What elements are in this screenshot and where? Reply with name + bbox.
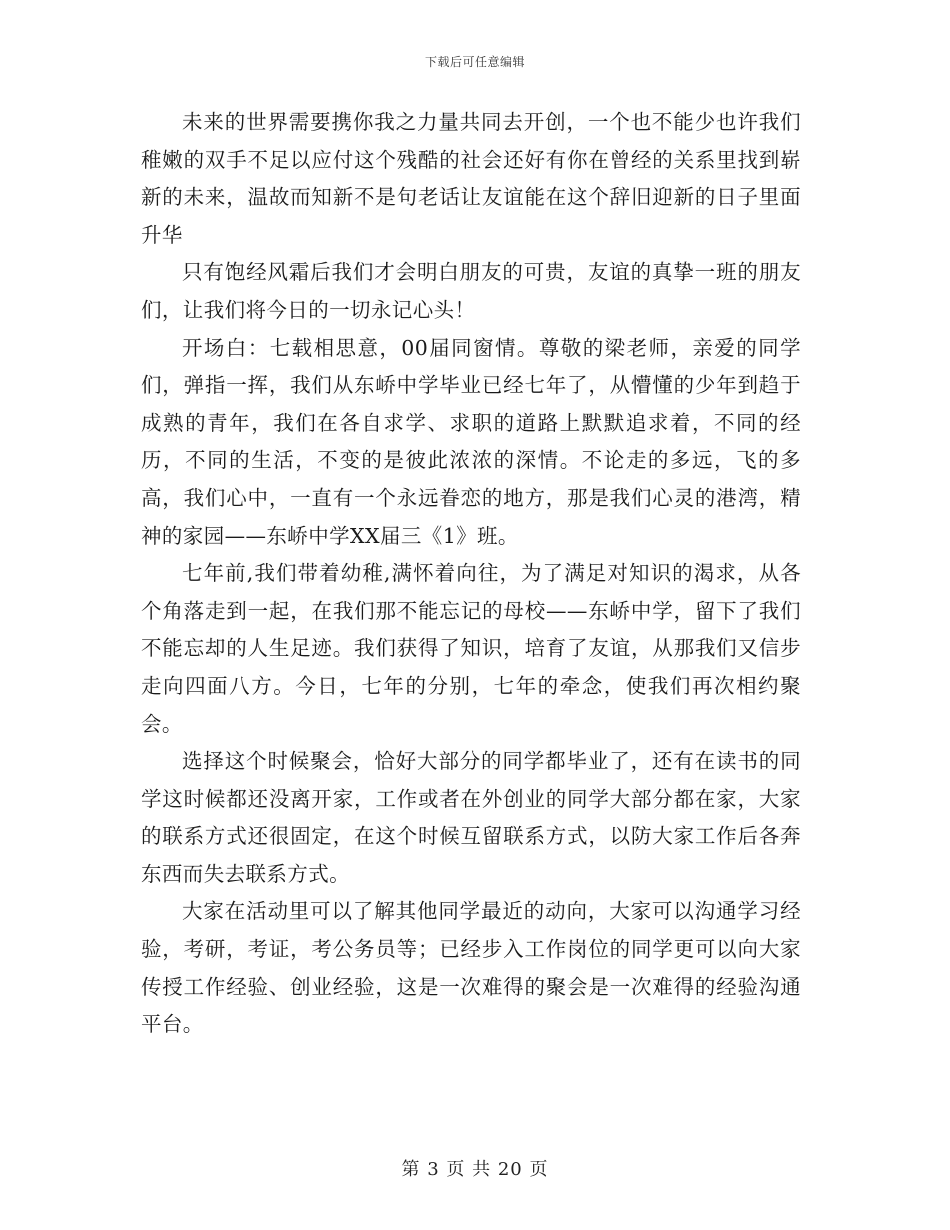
paragraph: 七年前,我们带着幼稚,满怀着向往，为了满足对知识的渴求，从各个角落走到一起，在我们那不能忘记的母校——东峤中学，留下了我们不能忘却的人生足迹。我们获得了知识，培育了友谊，从那我们又信步走向四面八方。今日，七年的分别，七年的牵念，使我们再次相约聚会。 (141, 561, 801, 736)
document-body (141, 104, 801, 1044)
paragraph: 大家在活动里可以了解其他同学最近的动向，大家可以沟通学习经验，考研，考证，考公务员等；已经步入工作岗位的同学更可以向大家传授工作经验、创业经验，这是一次难得的聚会是一次难得的经验沟通平台。 (141, 899, 801, 1037)
paragraph: 只有饱经风霜后我们才会明白朋友的可贵，友谊的真挚一班的朋友们，让我们将今日的一切永记心头！ (141, 260, 801, 322)
paragraph: 选择这个时候聚会，恰好大部分的同学都毕业了，还有在读书的同学这时候都还没离开家，工作或者在外创业的同学大部分都在家，大家的联系方式还很固定，在这个时候互留联系方式，以防大家工作后各奔东西而失去联系方式。 (141, 749, 801, 886)
paragraph: 未来的世界需要携你我之力量共同去开创，一个也不能少也许我们稚嫩的双手不足以应付这个残酷的社会还好有你在曾经的关系里找到崭新的未来，温故而知新不是句老话让友谊能在这个辞旧迎新的日子里面升华 (141, 110, 801, 247)
page-number-footer: 第 3 页 共 20 页 (401, 1159, 549, 1180)
paragraph: 开场白：七载相思意，00届同窗情。尊敬的梁老师，亲爱的同学们，弹指一挥，我们从东峤中学毕业已经七年了，从懵懂的少年到趋于成熟的青年，我们在各自求学、求职的道路上默默追求着，不同的经历，不同的生活，不变的是彼此浓浓的深情。不论走的多远，飞的多高，我们心中，一直有一个永远眷恋的地方，那是我们心灵的港湾，精神的家园——东峤中学XX届三《1》班。 (141, 335, 801, 548)
page-header-note: 下载后可任意编辑 (424, 55, 525, 69)
